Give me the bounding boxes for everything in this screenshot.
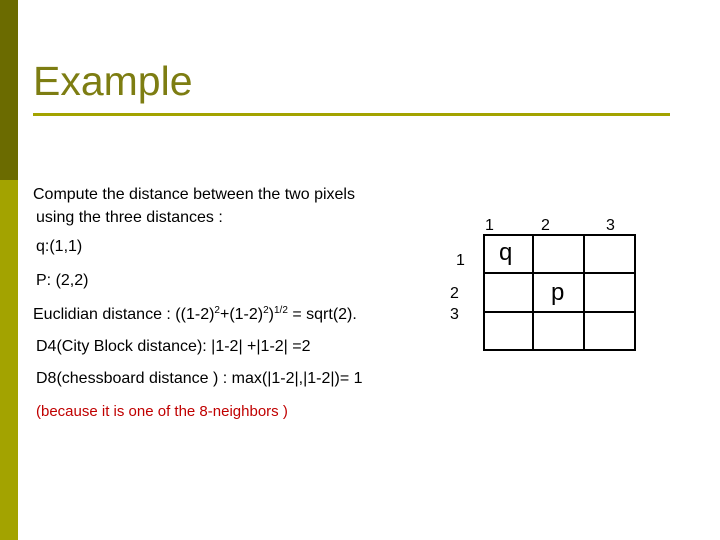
grid-divider-v2: [583, 236, 585, 349]
d8-distance-line: D8(chessboard distance ) : max(|1-2|,|1-2|)= 1: [36, 370, 363, 387]
euclid-part-c: ): [268, 306, 274, 323]
euclid-sup-1: 2: [214, 305, 220, 316]
intro-line-1: Compute the distance between the two pixels: [33, 186, 355, 203]
grid-col-label-2: 2: [541, 217, 550, 234]
euclidean-distance-line: [33, 306, 357, 324]
grid-divider-v1: [532, 236, 534, 349]
pixel-p-mark: p: [551, 279, 565, 306]
title-underline: [33, 113, 670, 116]
grid-row-label-1: 1: [456, 252, 465, 269]
grid-divider-h2: [485, 311, 634, 313]
d4-distance-line: D4(City Block distance): |1-2| +|1-2| =2: [36, 338, 311, 355]
slide-title: Example: [33, 58, 193, 104]
grid-col-label-3: 3: [606, 217, 615, 234]
euclid-sup-2: 2: [263, 305, 269, 316]
sidebar-accent-light: [0, 180, 18, 540]
pixel-q-mark: q: [499, 239, 513, 266]
q-coordinates: q:(1,1): [36, 238, 83, 255]
sidebar-accent-dark: [0, 0, 18, 180]
grid-col-label-1: 1: [485, 217, 494, 234]
neighbor-note: (because it is one of the 8-neighbors ): [36, 403, 288, 420]
grid-row-label-2: 2: [450, 285, 459, 302]
euclid-sup-3: 1/2: [274, 305, 288, 316]
intro-line-2: using the three distances :: [36, 209, 223, 226]
euclid-part-d: = sqrt(2).: [287, 306, 357, 323]
euclid-part-b: +(1-2): [219, 306, 264, 323]
euclid-part-a: Euclidian distance : ((1-2): [33, 306, 215, 323]
grid-divider-h1: [485, 272, 634, 274]
grid-row-label-3: 3: [450, 306, 459, 323]
p-coordinates: P: (2,2): [36, 272, 89, 289]
